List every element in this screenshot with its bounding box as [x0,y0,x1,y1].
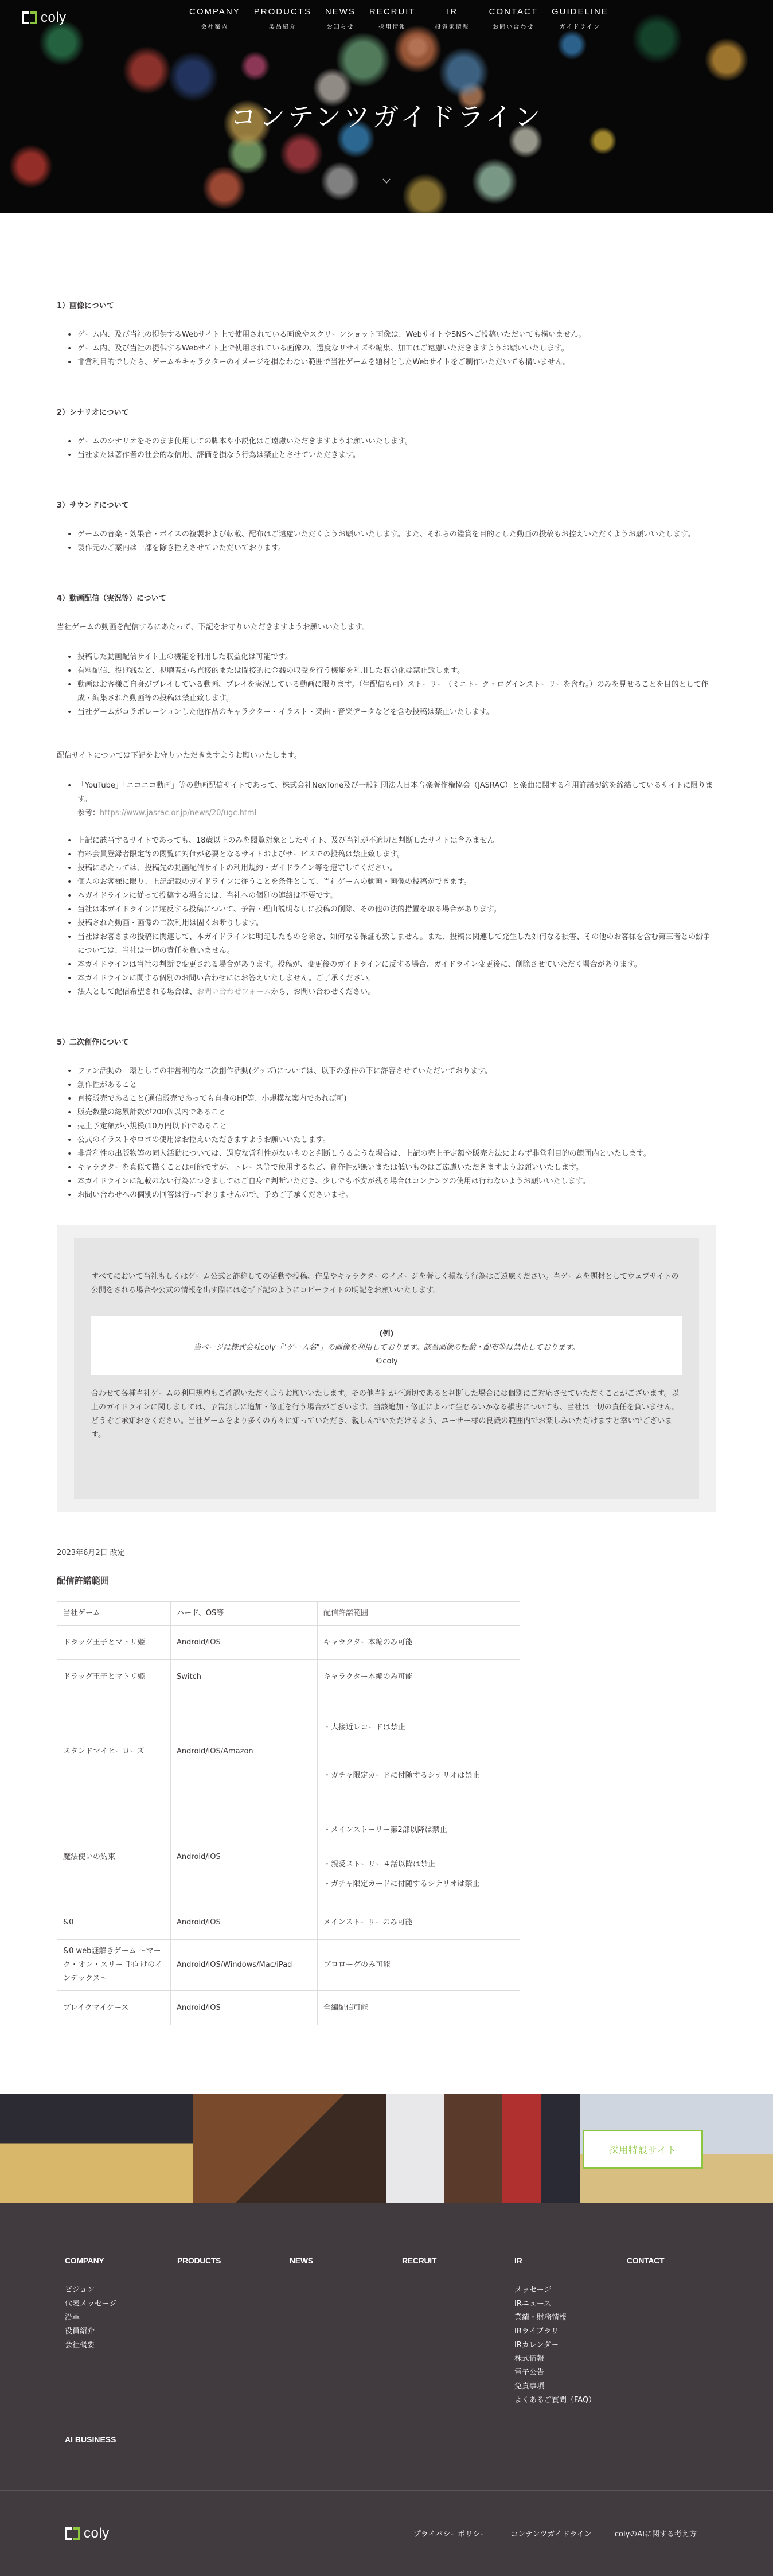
nav-label-ja: 投資家情報 [435,24,470,30]
list-item: • 動画はお客様ご自身がプレイしている動画、プレイを実況している動画に限ります。（生配信も可）ストーリー（ミニトーク・ログインストーリーを含む。）のみを見せることを目的として作成・編集された動画等の投稿は禁止致します。 [77,678,716,706]
scope-line: ・メインストーリー第2部以降は禁止 [323,1825,447,1834]
list-item: • 非営利性の出版物等の同人活動については、過度な営利性がないものと判断しうるような場合は、上記の売上予定額や販売方法によらず非営利目的の範囲内といたします。 [77,1147,716,1161]
list-item: • 投稿された動画・画像の二次利用は固くお断りします。 [77,917,716,930]
nav-label-ja: お知らせ [326,24,354,30]
table-row [57,1991,520,2025]
cell-platform: Android/iOS [171,1905,318,1940]
footer [0,2203,773,2576]
list-item: • ゲーム内、及び当社の提供するWebサイト上で使用されている画像の、過度なリサイズや編集、加工はご遠慮いただきますようお願いいたします。 [77,342,716,356]
table-header: ハード、OS等 [171,1602,318,1626]
footer-heading[interactable]: PRODUCTS [177,2256,221,2265]
section-sound [57,499,716,555]
list-item: • ゲームの音楽・効果音・ボイスの複製および転載、配布はご遠慮いただくようお願いいたします。また、それらの鑑賞を目的とした動画の投稿もお控えいただくようお願いいたします。 [77,528,716,541]
list-item: • 当社ゲームがコラボレーションした他作品のキャラクター・イラスト・楽曲・音楽データなどを含む投稿は禁止いたします。 [77,706,716,719]
list-item: • ファン活動の一環としての非営利的な二次創作活動(グッズ)については、以下の条件の下に許容させていただいております。 [77,1065,716,1078]
permission-table [57,1601,520,2025]
cell-platform: Android/iOS [171,1809,318,1905]
footer-col-products [177,2256,290,2407]
footer-link[interactable]: 役員紹介 [65,2327,95,2336]
cell-game: &0 [57,1905,171,1940]
logo[interactable] [22,10,67,26]
cell-platform: Switch [171,1660,318,1694]
jasrac-link[interactable]: https://www.jasrac.or.jp/news/20/ugc.html [100,809,257,817]
site-item-text: 「YouTube」「ニコニコ動画」等の動画配信サイトであって、株式会社NexTone及び一般社団法人日本音楽著作権協会（JASRAC）と楽曲に関する利用許諾契約を締結しているサイトに限ります。 [77,781,713,804]
cell-scope [318,1809,520,1905]
list-item: • 個人のお客様に限り、上記記載のガイドラインに従うことを条件として、当社ゲームの動画・画像の投稿ができます。 [77,875,716,889]
section-images [57,299,716,369]
footer-heading[interactable]: IR [514,2256,522,2265]
list-item: • 本ガイドラインは当社の判断で変更される場合があります。投稿が、変更後のガイドラインに反する場合、ガイドライン変更後に、削除させていただく場合があります。 [77,958,716,972]
footer-bottom-links [413,2528,697,2539]
footer-heading[interactable]: COMPANY [65,2256,104,2265]
bullet-list [57,528,716,555]
section-scenario [57,406,716,462]
list-item: • 売上予定額が小規模(10万円以下)であること [77,1120,716,1133]
chevron-down-icon[interactable] [382,175,391,183]
contact-form-link[interactable]: お問い合わせフォーム [197,988,271,996]
example-heading: (例) [379,1330,394,1338]
footer-col-ir [514,2256,627,2407]
section-intro: 当社ゲームの動画を配信するにあたって、下記をお守りいただきますようお願いいたします。 [57,623,369,632]
nav-label-en: PRODUCTS [253,7,311,17]
logo-text: coly [84,2525,110,2541]
guideline-content [57,213,716,2025]
recruit-site-button[interactable]: 採用特設サイト [583,2130,703,2169]
section-video [57,592,716,999]
coly-logo-icon [22,11,37,24]
footer-heading[interactable]: RECRUIT [402,2256,437,2265]
scope-line: ・ガチャ限定カードに付随するシナリオは禁止 [323,1879,480,1888]
spacer [323,1735,514,1769]
office-photo [0,2094,193,2203]
footer-logo[interactable] [65,2526,110,2542]
list-item: • 有料会員登録者限定等の閲覧に対価が必要となるサイトおよびサービスでの投稿は禁止致します。 [77,848,716,862]
site-intro: 配信サイトについては下記をお守りいただきますようお願いいたします。 [57,751,302,760]
footer-col-news [290,2256,402,2407]
table-row [57,1626,520,1660]
bullet-list [57,435,716,462]
footer-col-recruit [402,2256,514,2407]
footer-link[interactable]: 業績・財務情報 [514,2313,567,2322]
list-item: • 有料配信、投げ銭など、視聴者から直接的または間接的に金銭の収受を行う機能を利用した収益化は禁止致します。 [77,664,716,678]
section-title: 1）画像について [57,302,114,310]
footer-link[interactable]: IRカレンダー [514,2341,559,2349]
table-header: 当社ゲーム [57,1602,171,1626]
cell-game: ドラッグ王子とマトリ姫 [57,1660,171,1694]
example-copyright: ©coly [375,1357,398,1366]
footer-link[interactable]: 免責事項 [514,2382,545,2391]
office-photo [193,2094,386,2203]
cell-game: ブレイクマイケース [57,1991,171,2025]
nav-label-ja: 製品紹介 [268,24,296,30]
scope-line: ・ガチャ限定カードに付随するシナリオは禁止 [323,1771,480,1780]
footer-link[interactable]: 会社概要 [65,2341,95,2349]
list-item: • 製作元のご案内は一部を除き控えさせていただいております。 [77,541,716,555]
list-item: • 公式のイラストやロゴの使用はお控えいただきますようお願いいたします。 [77,1133,716,1147]
permission-title: 配信許諾範囲 [57,1576,110,1586]
cell-game: &0 web謎解きゲーム ～マーク・オン・スリー 手向けのインデックス～ [57,1940,171,1991]
cell-platform: Android/iOS/Amazon [171,1694,318,1809]
footer-link[interactable]: メッセージ [514,2286,552,2294]
nav-label-ja: 会社案内 [201,24,229,30]
nav-products[interactable] [247,6,318,30]
list-item: • 本ガイドラインに記載のない行為につきましてはご自身で判断いただき、少しでも不安が残る場合はコンテンツの使用は行わないようお願いいたします。 [77,1175,716,1188]
cell-platform: Android/iOS [171,1626,318,1660]
list-item: • 投稿した動画配信サイト上の機能を利用した収益化は可能です。 [77,650,716,664]
footer-heading[interactable]: CONTACT [627,2256,665,2265]
list-item: • 直接販売であること(通信販売であっても自身のHP等、小規模な案内であれば可) [77,1092,716,1106]
footer-link[interactable]: 代表メッセージ [65,2300,117,2308]
spacer [323,1837,514,1858]
cell-game: スタンドマイヒーローズ [57,1694,171,1809]
nav-label-ja: ガイドライン [559,24,601,30]
content-guideline-link[interactable]: コンテンツガイドライン [510,2530,592,2539]
footer-link[interactable]: 沿革 [65,2313,80,2322]
list-item: • 本ガイドラインに関する個別のお問い合わせにはお答えいたしません。ご了承ください。 [77,972,716,985]
list-item: • キャラクターを真似て描くことは可能ですが、トレース等で使用するなど、創作性が無いまたは低いものはご遠慮いただきますようお願いいたします。 [77,1161,716,1175]
cell-platform: Android/iOS/Windows/Mac/iPad [171,1940,318,1991]
cell-scope: 全編配信可能 [318,1991,520,2025]
list-item: • ゲーム内、及び当社の提供するWebサイト上で使用されている画像やスクリーンショット画像は、WebサイトやSNSへご投稿いただいても構いません。 [77,328,716,342]
table-row [57,1809,520,1905]
logo-text: coly [41,10,67,25]
privacy-policy-link[interactable]: プライバシーポリシー [413,2530,488,2539]
bullet-list [57,834,716,999]
hero-header [0,0,773,213]
list-item: • 当社または著作者の社会的な信用、評価を損なう行為は禁止とさせていただきます。 [77,449,716,462]
nav-label-en: RECRUIT [369,7,416,17]
footer-columns [0,2203,773,2407]
table-row [57,1905,520,1940]
list-item: • 創作性があること [77,1078,716,1092]
item-text: 法人として配信希望される場合は、 [77,988,197,996]
ai-policy-link[interactable]: colyのAIに関する考え方 [614,2530,697,2539]
coly-logo-icon [65,2527,80,2540]
section-title: 4）動画配信（実況等）について [57,594,166,603]
table-row [57,1940,520,1991]
nav-label-en: IR [447,7,458,17]
footer-heading[interactable]: NEWS [290,2256,313,2265]
list-item: • 非営利目的でしたら、ゲームやキャラクターのイメージを損なわない範囲で当社ゲームを題材としたWebサイトをご制作いただいても構いません。 [77,356,716,369]
bullet-list [57,1065,716,1202]
bullet-list [57,779,716,820]
nav-label-en: COMPANY [189,7,240,17]
list-item: • 上記に該当するサイトであっても、18歳以上のみを閲覧対象としたサイト、及び当社が不適切と判断したサイトは含みません [77,834,716,848]
nav-recruit[interactable] [362,6,423,30]
nav-label-en: NEWS [325,7,356,17]
cell-scope: メインストーリーのみ可能 [318,1905,520,1940]
cell-platform: Android/iOS [171,1991,318,2025]
item-text: から、お問い合わせください。 [271,988,376,996]
footer-col-company [65,2256,177,2407]
nav-label-en: CONTACT [489,7,538,17]
nav-ir[interactable] [423,6,482,30]
page-title: コンテンツガイドライン [230,102,543,132]
section-title: 5）二次創作について [57,1038,129,1047]
revision-date: 2023年6月2日 改定 [57,1549,125,1557]
bullet-list [57,650,716,719]
footer-ai-business[interactable]: AI BUSINESS [65,2435,116,2444]
recruit-banner [0,2094,773,2203]
footer-link[interactable]: ビジョン [65,2286,95,2294]
cell-game: ドラッグ王子とマトリ姫 [57,1626,171,1660]
table-row [57,1660,520,1694]
spacer [323,1872,514,1877]
list-item: • ゲームのシナリオをそのまま使用しての脚本や小説化はご遠慮いただきますようお願いいたします。 [77,435,716,449]
notice-box [57,1225,716,1512]
cell-scope: プロローグのみ可能 [318,1940,520,1991]
cell-scope [318,1694,520,1809]
section-title: 3）サウンドについて [57,501,129,510]
nav-contact[interactable] [482,6,545,30]
scope-line: ・親愛ストーリー４話以降は禁止 [323,1860,436,1869]
notice-inner [74,1238,699,1499]
section-derivative [57,1036,716,1202]
footer-link[interactable]: よくあるご質問（FAQ） [514,2396,596,2404]
table-header: 配信許諾範囲 [318,1602,520,1626]
list-item: • 販売数量の総累計数が200個以内であること [77,1106,716,1120]
list-item [77,985,716,999]
table-row [57,1694,520,1809]
list-item: • 当社は本ガイドラインに違反する投稿について、予告・理由説明なしに投稿の削除、その他の法的措置を取る場合があります。 [77,903,716,917]
notice-paragraph: 合わせて各種当社ゲームの利用規約もご確認いただくようお願いいたします。その他当社が不適切であると判断した場合には個別にご対応させていただくことがございます。以上のガイドラインに関しましては、予告無しに追加・修正を行う場合がございます。当該追加・修正によって生じるいかなる損害についても、当社は一切の責任を負いません。どうぞご承知おきください。当社ゲームをより多くの方々に知っていただき、親しんでいただけるよう、ユーザー様の良識の範囲内でお楽しみいただけますと幸いでございます。 [91,1389,680,1439]
reference-label: 参考： [77,809,100,817]
copyright-example [91,1316,682,1375]
scope-line: ・大接近レコードは禁止 [323,1722,406,1732]
nav-guideline[interactable] [545,6,615,30]
global-nav [182,6,615,30]
footer-link[interactable]: IRライブラリ [514,2327,559,2336]
office-photo [386,2094,580,2203]
nav-company[interactable] [182,6,247,30]
cell-scope: キャラクター本編のみ可能 [318,1660,520,1694]
footer-col-contact [627,2256,739,2407]
footer-link[interactable]: 株式情報 [514,2355,545,2363]
notice-paragraph: すべてにおいて当社もしくはゲーム公式と詐称しての活動や投稿、作品やキャラクターのイメージを著しく損なう行為はご遠慮ください。当ゲームを題材としてウェブサイトの公開をされる場合や公式の情報を出す際には必ず下記のようにコピーライトの明記をお願いいたします。 [91,1272,679,1295]
table-header-row [57,1602,520,1626]
footer-link[interactable]: IRニュース [514,2300,552,2308]
nav-label-ja: お問い合わせ [493,24,534,30]
list-item: • 本ガイドラインに従って投稿する場合には、当社への個別の連絡は不要です。 [77,889,716,903]
example-text: 当ページは株式会社coly「"ゲーム名"」の画像を利用しております。該当画像の転載・配布等は禁止しております。 [193,1343,580,1352]
nav-label-en: GUIDELINE [551,7,608,17]
section-title: 2）シナリオについて [57,408,129,417]
list-item [77,779,716,820]
list-item: • 当社はお客さまの投稿に関連して、本ガイドラインに明記したものを除き、如何なる保証も致しません。また、投稿に関連して発生した如何なる損害、その他のお客様を含む第三者との紛争については、当社は一切の責任を負いません。 [77,930,716,958]
nav-news[interactable] [318,6,362,30]
nav-label-ja: 採用情報 [378,24,407,30]
footer-link[interactable]: 電子公告 [514,2368,545,2377]
cell-scope: キャラクター本編のみ可能 [318,1626,520,1660]
bullet-list [57,328,716,369]
list-item: • 投稿にあたっては、投稿先の動画配信サイトの利用規約・ガイドライン等を遵守してください。 [77,862,716,875]
cell-game: 魔法使いの約束 [57,1809,171,1905]
list-item: • お問い合わせへの個別の回答は行っておりませんので、予めご了承くださいませ。 [77,1188,716,1202]
footer-bottom [0,2490,773,2576]
